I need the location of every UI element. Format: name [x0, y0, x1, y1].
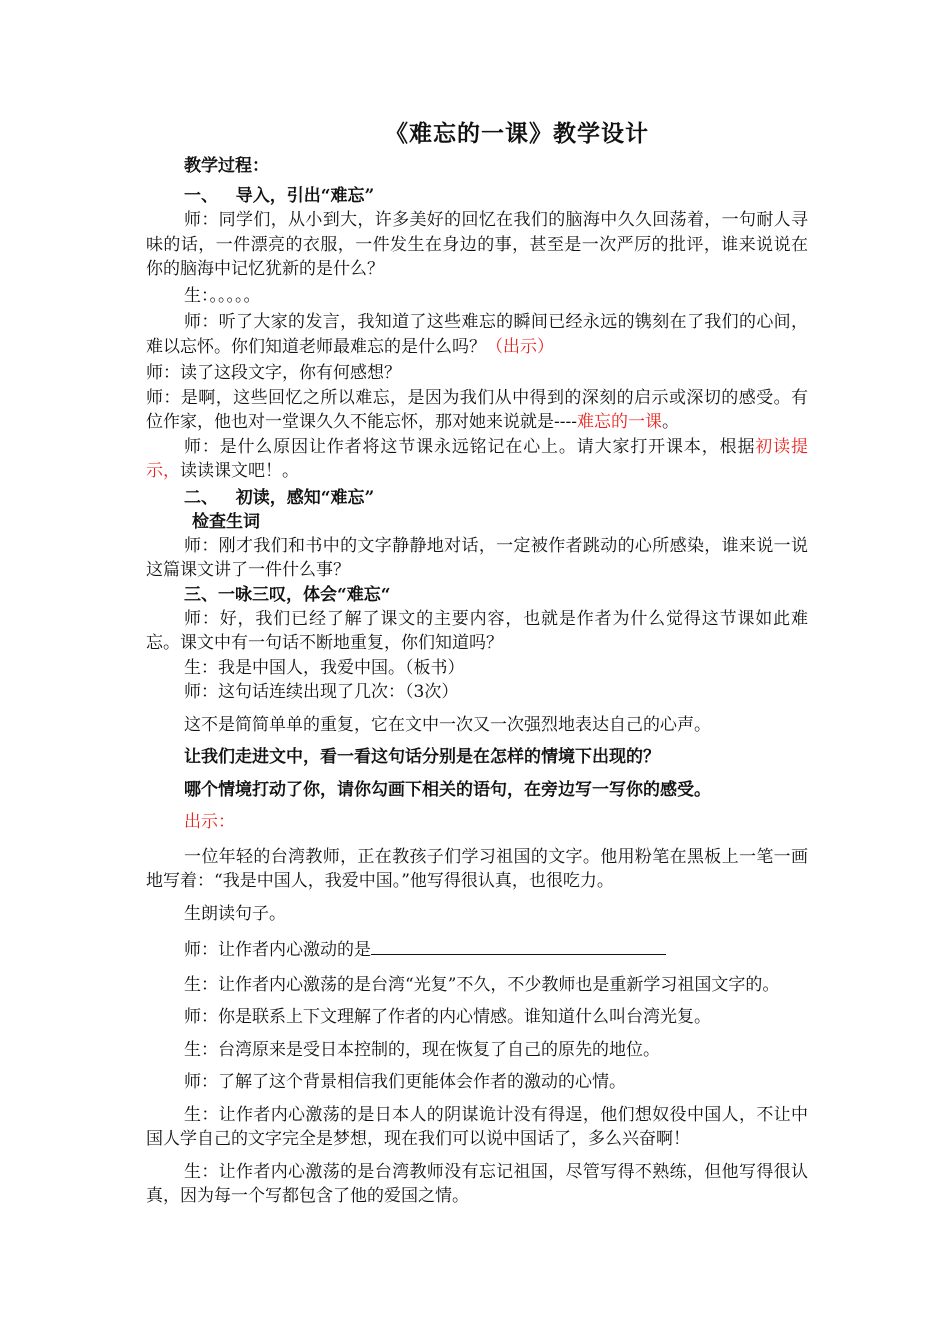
- s1-teacher-4-end: 。: [661, 412, 679, 432]
- s3-show-label: 出示：: [184, 812, 235, 832]
- s1-teacher-4-text: 师：是啊，这些回忆之所以难忘，是因为我们从中得到的深刻的启示或深切的感受。有位作家，他也对一堂课久久不能忘怀，那对她来说就是----: [146, 387, 808, 432]
- document-page: [146, 118, 808, 1209]
- answer-blank: [371, 936, 666, 955]
- section1-heading: 一、 导入，引出“难忘”: [184, 186, 375, 206]
- s3-student-2: 生：让作者内心激荡的是台湾“光复”不久，不少教师也是重新学习祖国文字的。: [184, 974, 780, 995]
- s3-teacher-3-text: 师：让作者内心激动的是: [184, 940, 371, 960]
- section2-subheading: 检查生词: [192, 511, 260, 532]
- s3-teacher-3: [146, 936, 808, 963]
- s3-student-1: 生：我是中国人，我爱中国。（板书）: [184, 657, 465, 678]
- s3-teacher-2: 师：这句话连续出现了几次：（3次）: [184, 682, 459, 702]
- s3-teacher-5: 师：了解了这个背景相信我们更能体会作者的激动的心情。: [184, 1072, 626, 1092]
- s3-student-4: 生：让作者内心激荡的是日本人的阴谋诡计没有得逞，他们想奴役中国人，不让中国人学自己的文字完全是梦想，现在我们可以说中国话了，多么兴奋啊！: [146, 1104, 808, 1149]
- section3-heading: 三、一咏三叹，体会“难忘“: [184, 584, 391, 605]
- s1-teacher-5-red: 初读提示，: [146, 436, 809, 481]
- s1-teacher-4: [146, 386, 808, 435]
- process-label: 教学过程：: [184, 156, 269, 176]
- s3-student-5: 生：让作者内心激荡的是台湾教师没有忘记祖国，尽管写得不熟练，但他写得很认真，因为每一个写都包含了他的爱国之情。: [146, 1161, 808, 1206]
- s1-teacher-2-text: 师：听了大家的发言，我知道了这些难忘的瞬间已经永远的镌刻在了我们的心间，难以忘怀。你们知道老师最难忘的是什么吗？: [146, 312, 808, 357]
- s3-bold-1: 让我们走进文中，看一看这句话分别是在怎样的情境下出现的？: [184, 747, 660, 767]
- s3-teacher-1: 师：好，我们已经了解了课文的主要内容，也就是作者为什么觉得这节课如此难忘。课文中有一句话不断地重复，你们知道吗？: [146, 608, 808, 653]
- s1-teacher-5-end: 读读课文吧！。: [180, 461, 299, 481]
- section2-heading: 二、 初读，感知“难忘”: [184, 487, 375, 508]
- s2-teacher-1: 师：刚才我们和书中的文字静静地对话，一定被作者跳动的心所感染，谁来说一说这篇课文讲了一件什么事？: [146, 535, 808, 580]
- document-title: 《难忘的一课》教学设计: [385, 120, 649, 147]
- s3-bold-2: 哪个情境打动了你，请你勾画下相关的语句，在旁边写一写你的感受。: [184, 779, 711, 800]
- s1-teacher-2: [146, 310, 808, 359]
- s3-teacher-4: 师：你是联系上下文理解了作者的内心情感。谁知道什么叫台湾光复。: [184, 1007, 711, 1027]
- s1-teacher-5: [146, 435, 808, 484]
- s1-student-1: 生：。。。。。: [184, 285, 261, 306]
- s1-teacher-2-red: （出示）: [486, 336, 554, 357]
- s3-quote: 一位年轻的台湾教师，正在教孩子们学习祖国的文字。他用粉笔在黑板上一笔一画地写着：“我是中国人，我爱中国。”他写得很认真，也很吃力。: [146, 846, 808, 891]
- s3-paragraph-1: 这不是简简单单的重复，它在文中一次又一次强烈地表达自己的心声。: [184, 714, 711, 735]
- s1-teacher-1: 师：同学们，从小到大，许多美好的回忆在我们的脑海中久久回荡着，一句耐人寻味的话，一件漂亮的衣服，一件发生在身边的事，甚至是一次严厉的批评，谁来说说在你的脑海中记忆犹新的是什么？: [146, 210, 808, 279]
- s1-teacher-4-red: 难忘的一课: [576, 412, 662, 432]
- s3-read: 生朗读句子。: [184, 903, 286, 924]
- s3-student-3: 生：台湾原来是受日本控制的，现在恢复了自己的原先的地位。: [184, 1039, 660, 1060]
- s1-teacher-3: 师：读了这段文字，你有何感想？: [146, 363, 401, 383]
- s1-teacher-5-text: 师：是什么原因让作者将这节课永远铭记在心上。请大家打开课本，根据: [184, 436, 756, 457]
